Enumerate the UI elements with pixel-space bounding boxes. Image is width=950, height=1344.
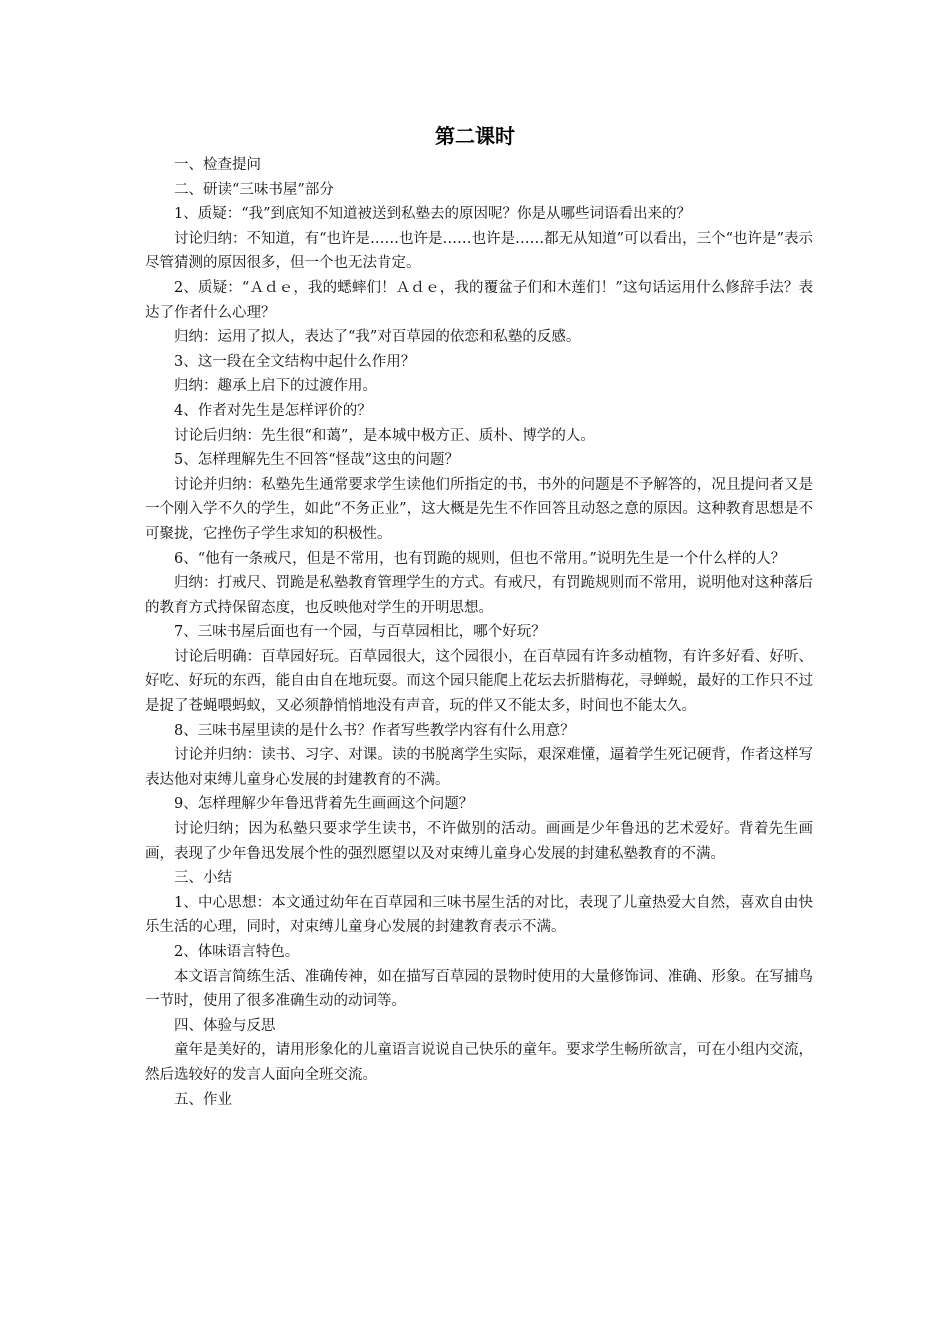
question-4: 4、作者对先生是怎样评价的？ — [174, 402, 372, 419]
question-1: 1、质疑：“我”到底知不知道被送到私塾去的原因呢？你是从哪些词语看出来的？ — [174, 206, 692, 223]
answer-8: 讨论并归纳：读书、习字、对课。读的书脱离学生实际，艰深难懂，逼着学生死记硬背，作者这样写表达他对束缚儿童身心发展的封建教育的不满。 — [145, 747, 813, 788]
question-8: 8、三味书屋里读的是什么书？作者写些教学内容有什么用意？ — [174, 722, 575, 739]
answer-6: 归纳：打戒尺、罚跪是私塾教育管理学生的方式。有戒尺，有罚跪规则而不常用，说明他对这种落后的教育方式持保留态度，也反映他对学生的开明思想。 — [145, 575, 813, 616]
question-9: 9、怎样理解少年鲁迅背着先生画画这个问题？ — [174, 796, 474, 813]
document-body — [145, 153, 813, 1112]
question-6: 6、“他有一条戒尺，但是不常用，也有罚跪的规则，但也不常用。”说明先生是一个什么样的人？ — [174, 550, 786, 567]
section-heading-reflection: 四、体验与反思 — [174, 1017, 276, 1034]
summary-language-text: 本文语言简练生活、准确传神，如在描写百草园的景物时使用的大量修饰词、准确、形象。在写捕鸟一节时，使用了很多准确生动的动词等。 — [145, 968, 813, 1010]
question-5: 5、怎样理解先生不回答“怪哉”这虫的问题？ — [174, 452, 460, 469]
answer-5: 讨论并归纳：私塾先生通常要求学生读他们所指定的书，书外的问题是不予解答的，况且提问者又是一个刚入学不久的学生，如此“不务正业”，这大概是先生不作回答且动怒之意的原因。这种教育思想是不可聚拢，它挫伤子学生求知的积极性。 — [145, 476, 813, 542]
reflection-text: 童年是美好的，请用形象化的儿童语言说说自己快乐的童年。要求学生畅所欲言，可在小组内交流，然后选较好的发言人面向全班交流。 — [145, 1042, 813, 1083]
answer-2: 归纳：运用了拟人，表达了“我”对百草园的依恋和私塾的反感。 — [174, 329, 581, 346]
section-heading-summary: 三、小结 — [174, 870, 232, 887]
question-7: 7、三味书屋后面也有一个园，与百草园相比，哪个好玩？ — [174, 624, 546, 641]
answer-4: 讨论后归纳：先生很“和蔼”，是本城中极方正、质朴、博学的人。 — [174, 427, 595, 444]
question-2: 2、质疑：“Ａｄｅ，我的蟋蟀们！Ａｄｅ，我的覆盆子们和木莲们！”这句话运用什么修辞手法？表达了作者什么心理？ — [145, 279, 813, 321]
section-heading-homework: 五、作业 — [174, 1091, 232, 1108]
answer-9: 讨论归纳；因为私塾只要求学生读书，不许做别的活动。画画是少年鲁迅的艺术爱好。背着先生画画，表现了少年鲁迅发展个性的强烈愿望以及对束缚儿童身心发展的封建私塾教育的不满。 — [145, 821, 813, 862]
lesson-title: 第二课时 — [435, 124, 515, 148]
section-heading-check: 一、检查提问 — [174, 157, 261, 173]
answer-7: 讨论后明确：百草园好玩。百草园很大，这个园很小，在百草园有许多动植物，有许多好看、好听、好吃、好玩的东西，能自由自在地玩耍。而这个园只能爬上花坛去折腊梅花，寻蝉蜕，最好的工作只不过是捉了苍蝇喂蚂蚁，又必须静悄悄地没有声音，玩的伴又不能太多，时间也不能太久。 — [145, 648, 813, 715]
section-heading-study: 二、研读“三味书屋”部分 — [174, 181, 334, 198]
summary-language-heading: 2、体味语言特色。 — [174, 944, 300, 960]
summary-central-idea: 1、中心思想：本文通过幼年在百草园和三味书屋生活的对比，表现了儿童热爱大自然，喜欢自由快乐生活的心理，同时，对束缚儿童身心发展的封建教育表示不满。 — [145, 894, 813, 936]
answer-1: 讨论归纳：不知道，有“也许是……也许是……也许是……都无从知道”可以看出，三个“也许是”表示尽管猜测的原因很多，但一个也无法肯定。 — [145, 230, 813, 272]
question-3: 3、这一段在全文结构中起什么作用？ — [174, 353, 416, 370]
answer-3: 归纳：趣承上启下的过渡作用。 — [174, 378, 377, 395]
